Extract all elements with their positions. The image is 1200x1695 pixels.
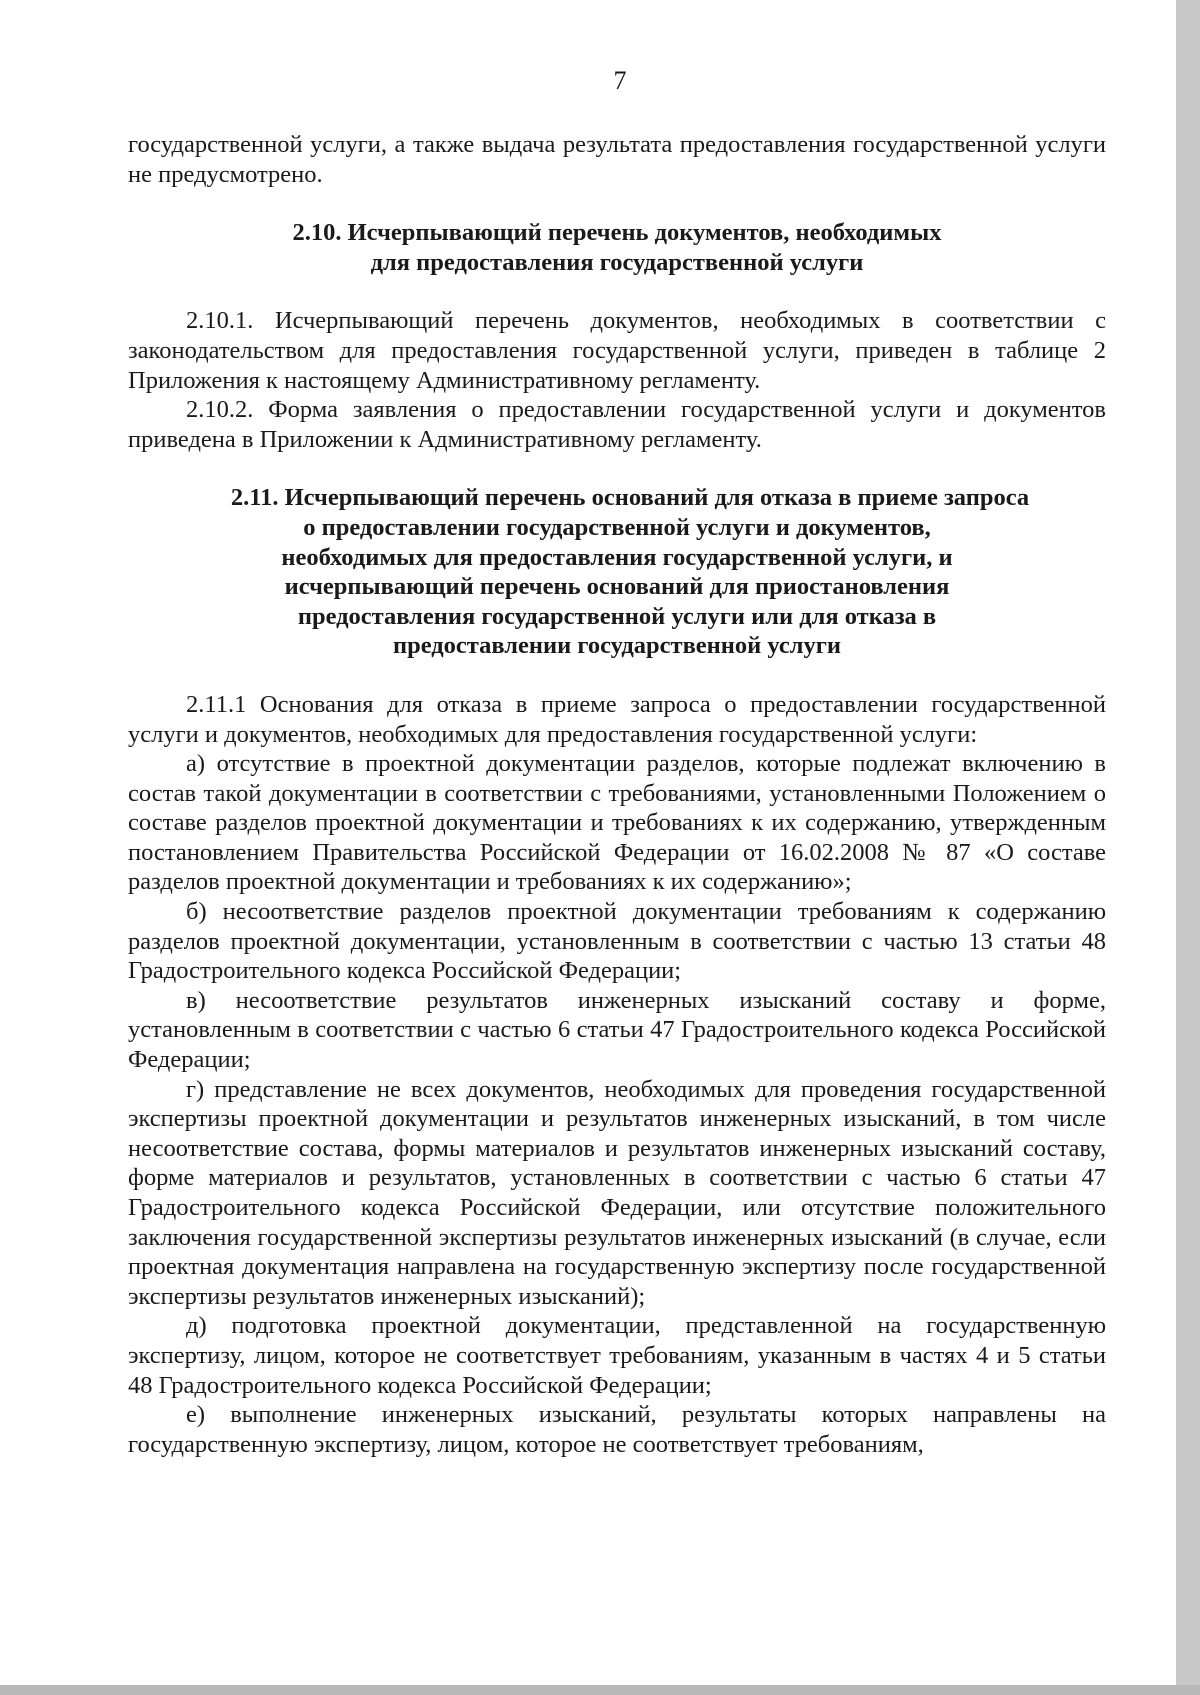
heading-line: предоставления государственной услуги или для отказа в (297, 602, 937, 630)
section-2-11-heading (128, 483, 1106, 661)
section-2-10-heading (128, 218, 1106, 277)
scan-edge-bottom (0, 1685, 1200, 1695)
page-number: 7 (613, 66, 627, 95)
heading-line: 2.11. Исчерпывающий перечень оснований для отказа в приеме запроса (230, 484, 1030, 512)
paragraph-2-10-2: 2.10.2. Форма заявления о предоставлении государственной услуги и документов приведена в Приложении к Административному регламенту. (128, 396, 1106, 453)
list-item-b: б) несоответствие разделов проектной документации требованиям к содержанию разделов проектной документации, установленным в соответствии с частью 13 статьи 48 Градостроительного кодекса Российской Федерации; (128, 898, 1106, 985)
scan-edge-right (1176, 0, 1200, 1695)
intro-paragraph: государственной услуги, а также выдача результата предоставления государственной услуги не предусмотрено. (128, 131, 1106, 188)
list-item-d: д) подготовка проектной документации, представленной на государственную экспертизу, лицом, которое не соответствует требованиям, указанным в частях 4 и 5 статьи 48 Градостроительного кодекса Российской Федерации; (128, 1312, 1106, 1399)
list-item-a: а) отсутствие в проектной документации разделов, которые подлежат включению в состав такой документации в соответствии с требованиями, установленными Положением о составе разделов проектной документации и требованиях к их содержанию, утвержденным постановлением Правительства Российской Федерации от 16.02.2008 № 87 «О составе разделов проектной документации и требованиях к их содержанию»; (128, 750, 1106, 896)
heading-line: для предоставления государственной услуги (370, 248, 864, 276)
list-item-v: в) несоответствие результатов инженерных изысканий составу и форме, установленным в соответствии с частью 6 статьи 47 Градостроительного кодекса Российской Федерации; (128, 986, 1106, 1074)
heading-line: исчерпывающий перечень оснований для приостановления (284, 573, 950, 601)
heading-line: о предоставлении государственной услуги и документов, (303, 513, 931, 541)
heading-line: 2.10. Исчерпывающий перечень документов, необходимых (292, 219, 942, 247)
list-item-g: г) представление не всех документов, необходимых для проведения государственной экспертизы проектной документации и результатов инженерных изысканий, в том числе несоответствие состава, формы материалов и результатов инженерных изысканий составу, форме материалов и результатов, установленных в соответствии с частью 6 статьи 47 Градостроительного кодекса Российской Федерации, или отсутствие положительного заключения государственной экспертизы результатов инженерных изысканий (в случае, если проектная документация направлена на государственную экспертизу после государственной экспертизы результатов инженерных изысканий); (128, 1075, 1106, 1310)
paragraph-2-11-1: 2.11.1 Основания для отказа в приеме запроса о предоставлении государственной услуги и документов, необходимых для предоставления государственной услуги: (128, 690, 1106, 748)
list-item-e: е) выполнение инженерных изысканий, результаты которых направлены на государственную экспертизу, лицом, которое не соответствует требованиям, (128, 1401, 1106, 1458)
heading-line: необходимых для предоставления государственной услуги, и (281, 543, 953, 571)
document-body (128, 130, 1106, 1459)
heading-line: предоставлении государственной услуги (392, 632, 842, 660)
paragraph-2-10-1: 2.10.1. Исчерпывающий перечень документов, необходимых в соответствии с законодательством для предоставления государственной услуги, приведен в таблице 2 Приложения к настоящему Административному регламенту. (128, 307, 1106, 394)
